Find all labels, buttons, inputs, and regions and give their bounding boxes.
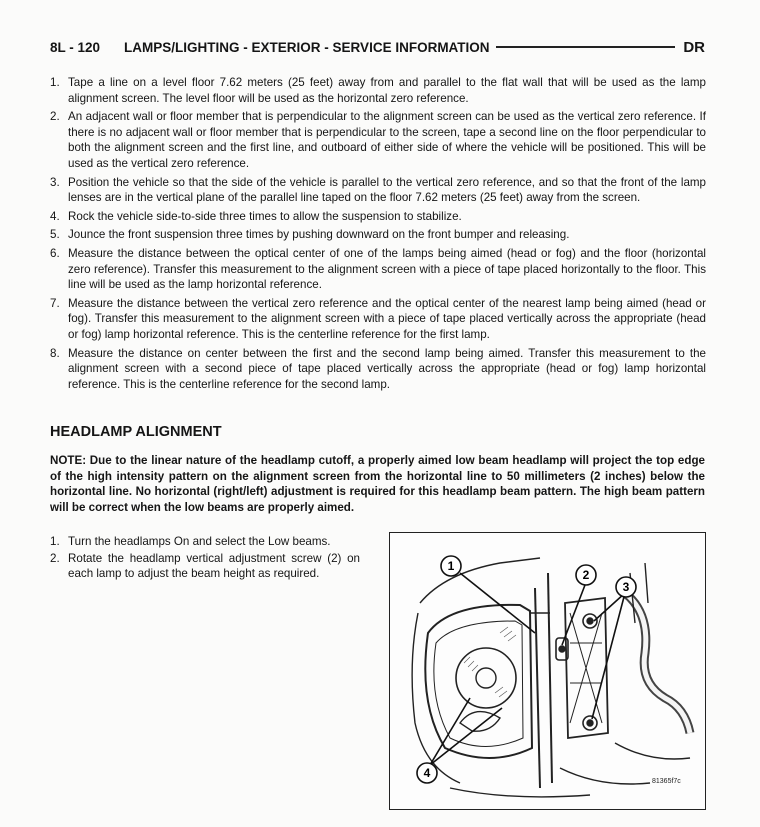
step-number: 3.	[50, 175, 60, 189]
header-code: DR	[683, 38, 705, 56]
step-number: 5.	[50, 228, 60, 242]
page-header	[50, 37, 705, 57]
list-item	[50, 551, 360, 582]
list-item	[50, 534, 360, 550]
step-number: 7.	[50, 296, 60, 310]
step-text: Rotate the headlamp vertical adjustment screw (2) on each lamp to adjust the beam height as required.	[68, 551, 360, 581]
step-text: Tape a line on a level floor 7.62 meters (25 feet) away from and parallel to the flat wall that will be used as the lamp alignment screen. The level floor will be used as the horizontal zero reference.	[68, 76, 706, 105]
callout-label: 1	[447, 559, 455, 573]
step-number: 1.	[50, 76, 60, 89]
header-rule	[496, 46, 676, 48]
note-paragraph: NOTE: Due to the linear nature of the headlamp cutoff, a properly aimed low beam headlamp will project the top edge of the high intensity pattern on the alignment screen from the horizontal line to 50 millimeters (2 inches) below the horizontal line. No horizontal (right/left) adjustment is required for this headlamp beam pattern. The high beam pattern will be correct when the low beams are properly aimed.	[50, 454, 705, 514]
headlamp-figure	[389, 532, 706, 810]
page-header-title: LAMPS/LIGHTING - EXTERIOR - SERVICE INFORMATION	[124, 39, 490, 55]
step-number: 1.	[50, 535, 60, 548]
step-text: Measure the distance between the vertical zero reference and the optical center of the nearest lamp being aimed (head or fog). Transfer this measurement to the alignment screen with a piece of tape placed vertically across the appropriate (head or fog) lamp horizontal reference. This is the centerline reference for the first lamp.	[68, 296, 706, 341]
list-item	[50, 296, 706, 343]
step-text: Turn the headlamps On and select the Low beams.	[68, 535, 331, 548]
list-item	[50, 109, 706, 171]
page-number: 8L - 120	[50, 39, 101, 55]
list-item	[50, 346, 706, 393]
step-text: Measure the distance between the optical center of one of the lamps being aimed (head or fog) and the floor (horizontal zero reference). Transfer this measurement to the alignment screen with a piece of tape placed horizontally to the floor. This line will be used as the lamp horizontal reference.	[68, 246, 706, 292]
step-text: Measure the distance on center between the first and the second lamp being aimed. Transfer this measurement to the alignment screen with a second piece of tape placed vertically across the appropriate (head or fog) lamp horizontal reference. This is the centerline reference for the second lamp.	[68, 346, 706, 391]
procedure-steps	[50, 75, 706, 395]
step-number: 4.	[50, 209, 60, 223]
step-text: Position the vehicle so that the side of the vehicle is parallel to the vertical zero reference, and so that the front of the lamp lenses are in the vertical plane of the parallel line taped on the floor 7.62 meters (25 feet) away from the screen.	[68, 175, 706, 205]
alignment-steps	[50, 534, 360, 583]
step-text: Rock the vehicle side-to-side three times to allow the suspension to stabilize.	[68, 209, 462, 223]
list-item	[50, 175, 706, 206]
list-item	[50, 75, 706, 106]
step-number: 6.	[50, 246, 60, 260]
section-heading: HEADLAMP ALIGNMENT	[50, 424, 222, 440]
list-item	[50, 227, 706, 243]
callout-label: 3	[622, 580, 630, 594]
headlamp-illustration	[390, 533, 705, 809]
step-text: Jounce the front suspension three times by pushing downward on the front bumper and releasing.	[68, 228, 570, 242]
step-text: An adjacent wall or floor member that is perpendicular to the alignment screen can be used as the vertical zero reference. If there is no adjacent wall or floor member that is perpendicular to the screen, tape a second line on the floor perpendicular to both the alignment screen and the first line, and outboard of either side of where the vehicle will be positioned. This will be used as the vertical zero reference.	[68, 110, 706, 170]
step-number: 2.	[50, 551, 60, 565]
list-item	[50, 246, 706, 293]
list-item	[50, 209, 706, 225]
callout-label: 4	[423, 766, 431, 780]
step-number: 8.	[50, 346, 60, 360]
figure-id: 81365f7c	[652, 778, 681, 785]
callout-label: 2	[582, 568, 590, 582]
step-number: 2.	[50, 110, 60, 124]
